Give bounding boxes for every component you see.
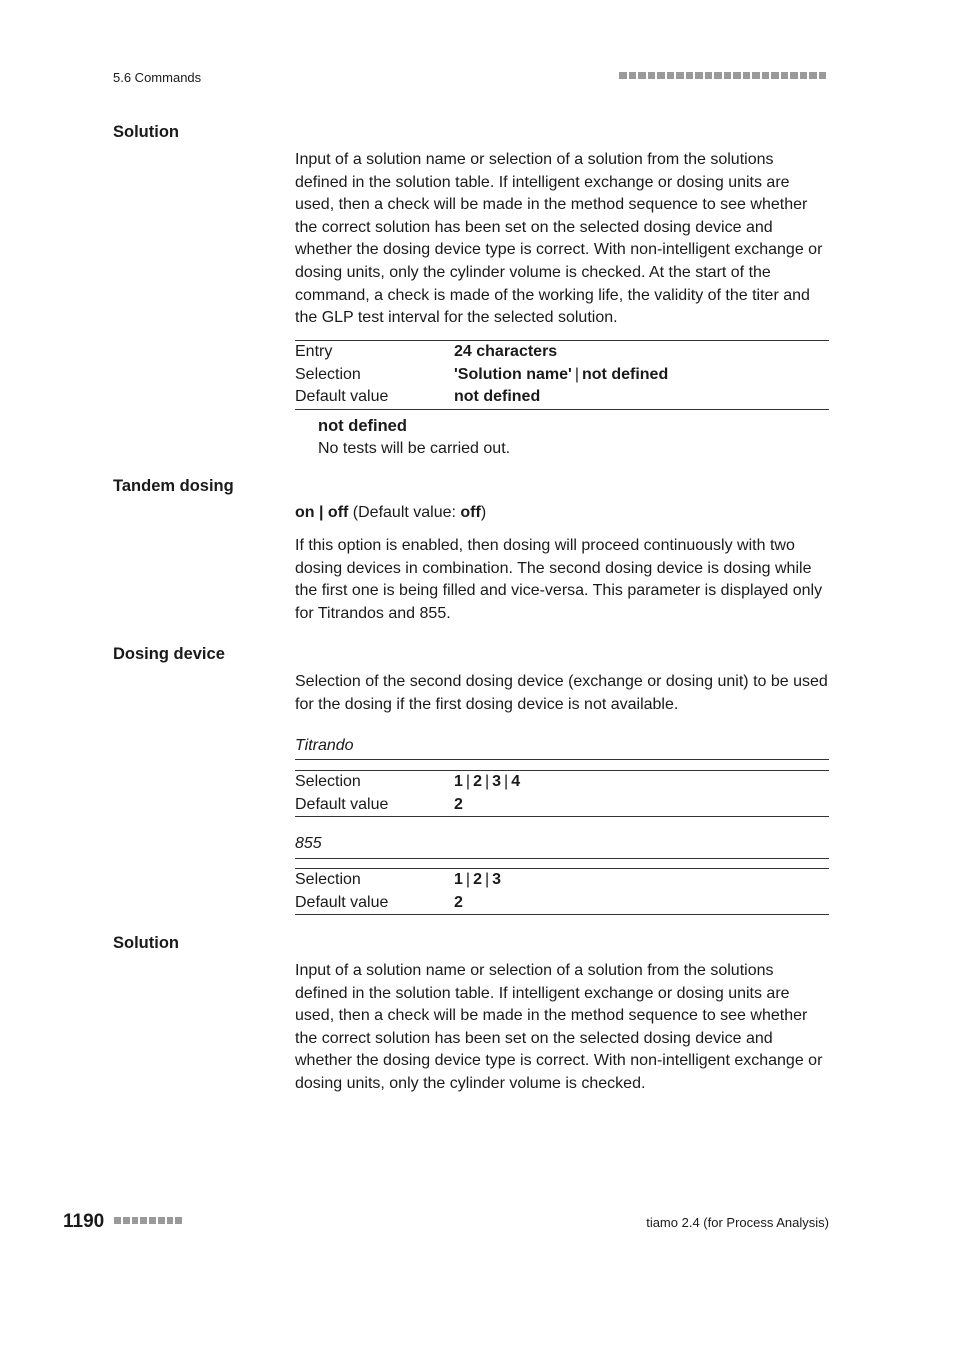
note-text: No tests will be carried out. xyxy=(318,440,511,457)
table-row xyxy=(295,771,829,794)
page-number: 1190 xyxy=(63,1211,105,1232)
table-row xyxy=(295,794,829,817)
selection-label: Selection xyxy=(295,871,361,888)
note-title: not defined xyxy=(318,417,407,435)
table-row xyxy=(295,386,829,409)
entry-value: 24 characters xyxy=(454,343,558,360)
entry-label: Entry xyxy=(295,343,333,360)
table-row xyxy=(295,364,829,387)
tandem-description: If this option is enabled, then dosing will proceed continuously with two dosing devices in combination. The second dosing device is dosing while the first one is being filled and vice-versa. This parameter is displayed only for Titrandos and 855. xyxy=(295,537,823,622)
table-row xyxy=(295,892,829,915)
selection-value: 1 | 2 | 3 xyxy=(454,871,502,888)
default-value: 2 xyxy=(454,893,463,911)
default-value: 2 xyxy=(454,795,463,813)
caption-rule xyxy=(295,858,829,859)
default-label: Default value xyxy=(295,893,389,911)
selection-label: Selection xyxy=(295,773,361,790)
heading-tandem-dosing: Tandem dosing xyxy=(113,477,234,495)
table-row xyxy=(295,341,829,364)
selection-option: 'Solution name' xyxy=(454,365,572,383)
solution-2-description: Input of a solution name or selection of a solution from the solutions defined in the solution table. If intelligent exchange or dosing units are used, then a check will be made in the method sequence to see whether the correct solution has been set on the selected dosing device and whether the dosing device type is correct. With non-intelligent exchange or dosing units, only the cylinder volume is checked. xyxy=(295,962,823,1092)
dosing-device-description: Selection of the second dosing device (exchange or dosing unit) to be used for the dosing if the first dosing device is not available. xyxy=(295,673,828,713)
table-row xyxy=(295,869,829,892)
default-prefix: (Default value: xyxy=(348,504,461,521)
running-header-section: 5.6 Commands xyxy=(113,70,202,85)
heading-solution: Solution xyxy=(113,123,179,141)
footer-product: tiamo 2.4 (for Process Analysis) xyxy=(646,1215,829,1230)
selection-label: Selection xyxy=(295,365,361,383)
footer-decoration-squares xyxy=(114,1217,182,1224)
selection-separator: | xyxy=(574,365,579,383)
heading-dosing-device: Dosing device xyxy=(113,645,225,663)
tandem-options-line xyxy=(295,504,486,522)
default-suffix: ) xyxy=(480,504,487,521)
selection-value xyxy=(454,364,668,387)
default-label: Default value xyxy=(295,795,389,813)
header-decoration-squares xyxy=(619,72,829,79)
default-label: Default value xyxy=(295,388,389,406)
caption-855: 855 xyxy=(295,835,322,852)
solution-description: Input of a solution name or selection of a solution from the solutions defined in the solution table. If intelligent exchange or dosing units are used, then a check will be made in the method sequence to see whether the correct solution has been set on the selected dosing device and whether the dosing device type is correct. With non-intelligent exchange or dosing units, only the cylinder volume is checked. At the start of the command, a check is made of the working life, the validity of the titer and the GLP test interval for the selected solution. xyxy=(295,151,823,327)
tandem-options: on | off xyxy=(295,504,349,521)
selection-option: not defined xyxy=(582,365,669,383)
caption-titrando: Titrando xyxy=(295,737,354,754)
d855-table xyxy=(295,868,829,915)
heading-solution-2: Solution xyxy=(113,934,179,952)
default-value: not defined xyxy=(454,388,541,406)
selection-value: 1 | 2 | 3 | 4 xyxy=(454,773,521,790)
titrando-table xyxy=(295,770,829,817)
solution-parameter-table xyxy=(295,340,829,410)
tandem-default: off xyxy=(460,504,481,521)
caption-rule xyxy=(295,759,829,760)
